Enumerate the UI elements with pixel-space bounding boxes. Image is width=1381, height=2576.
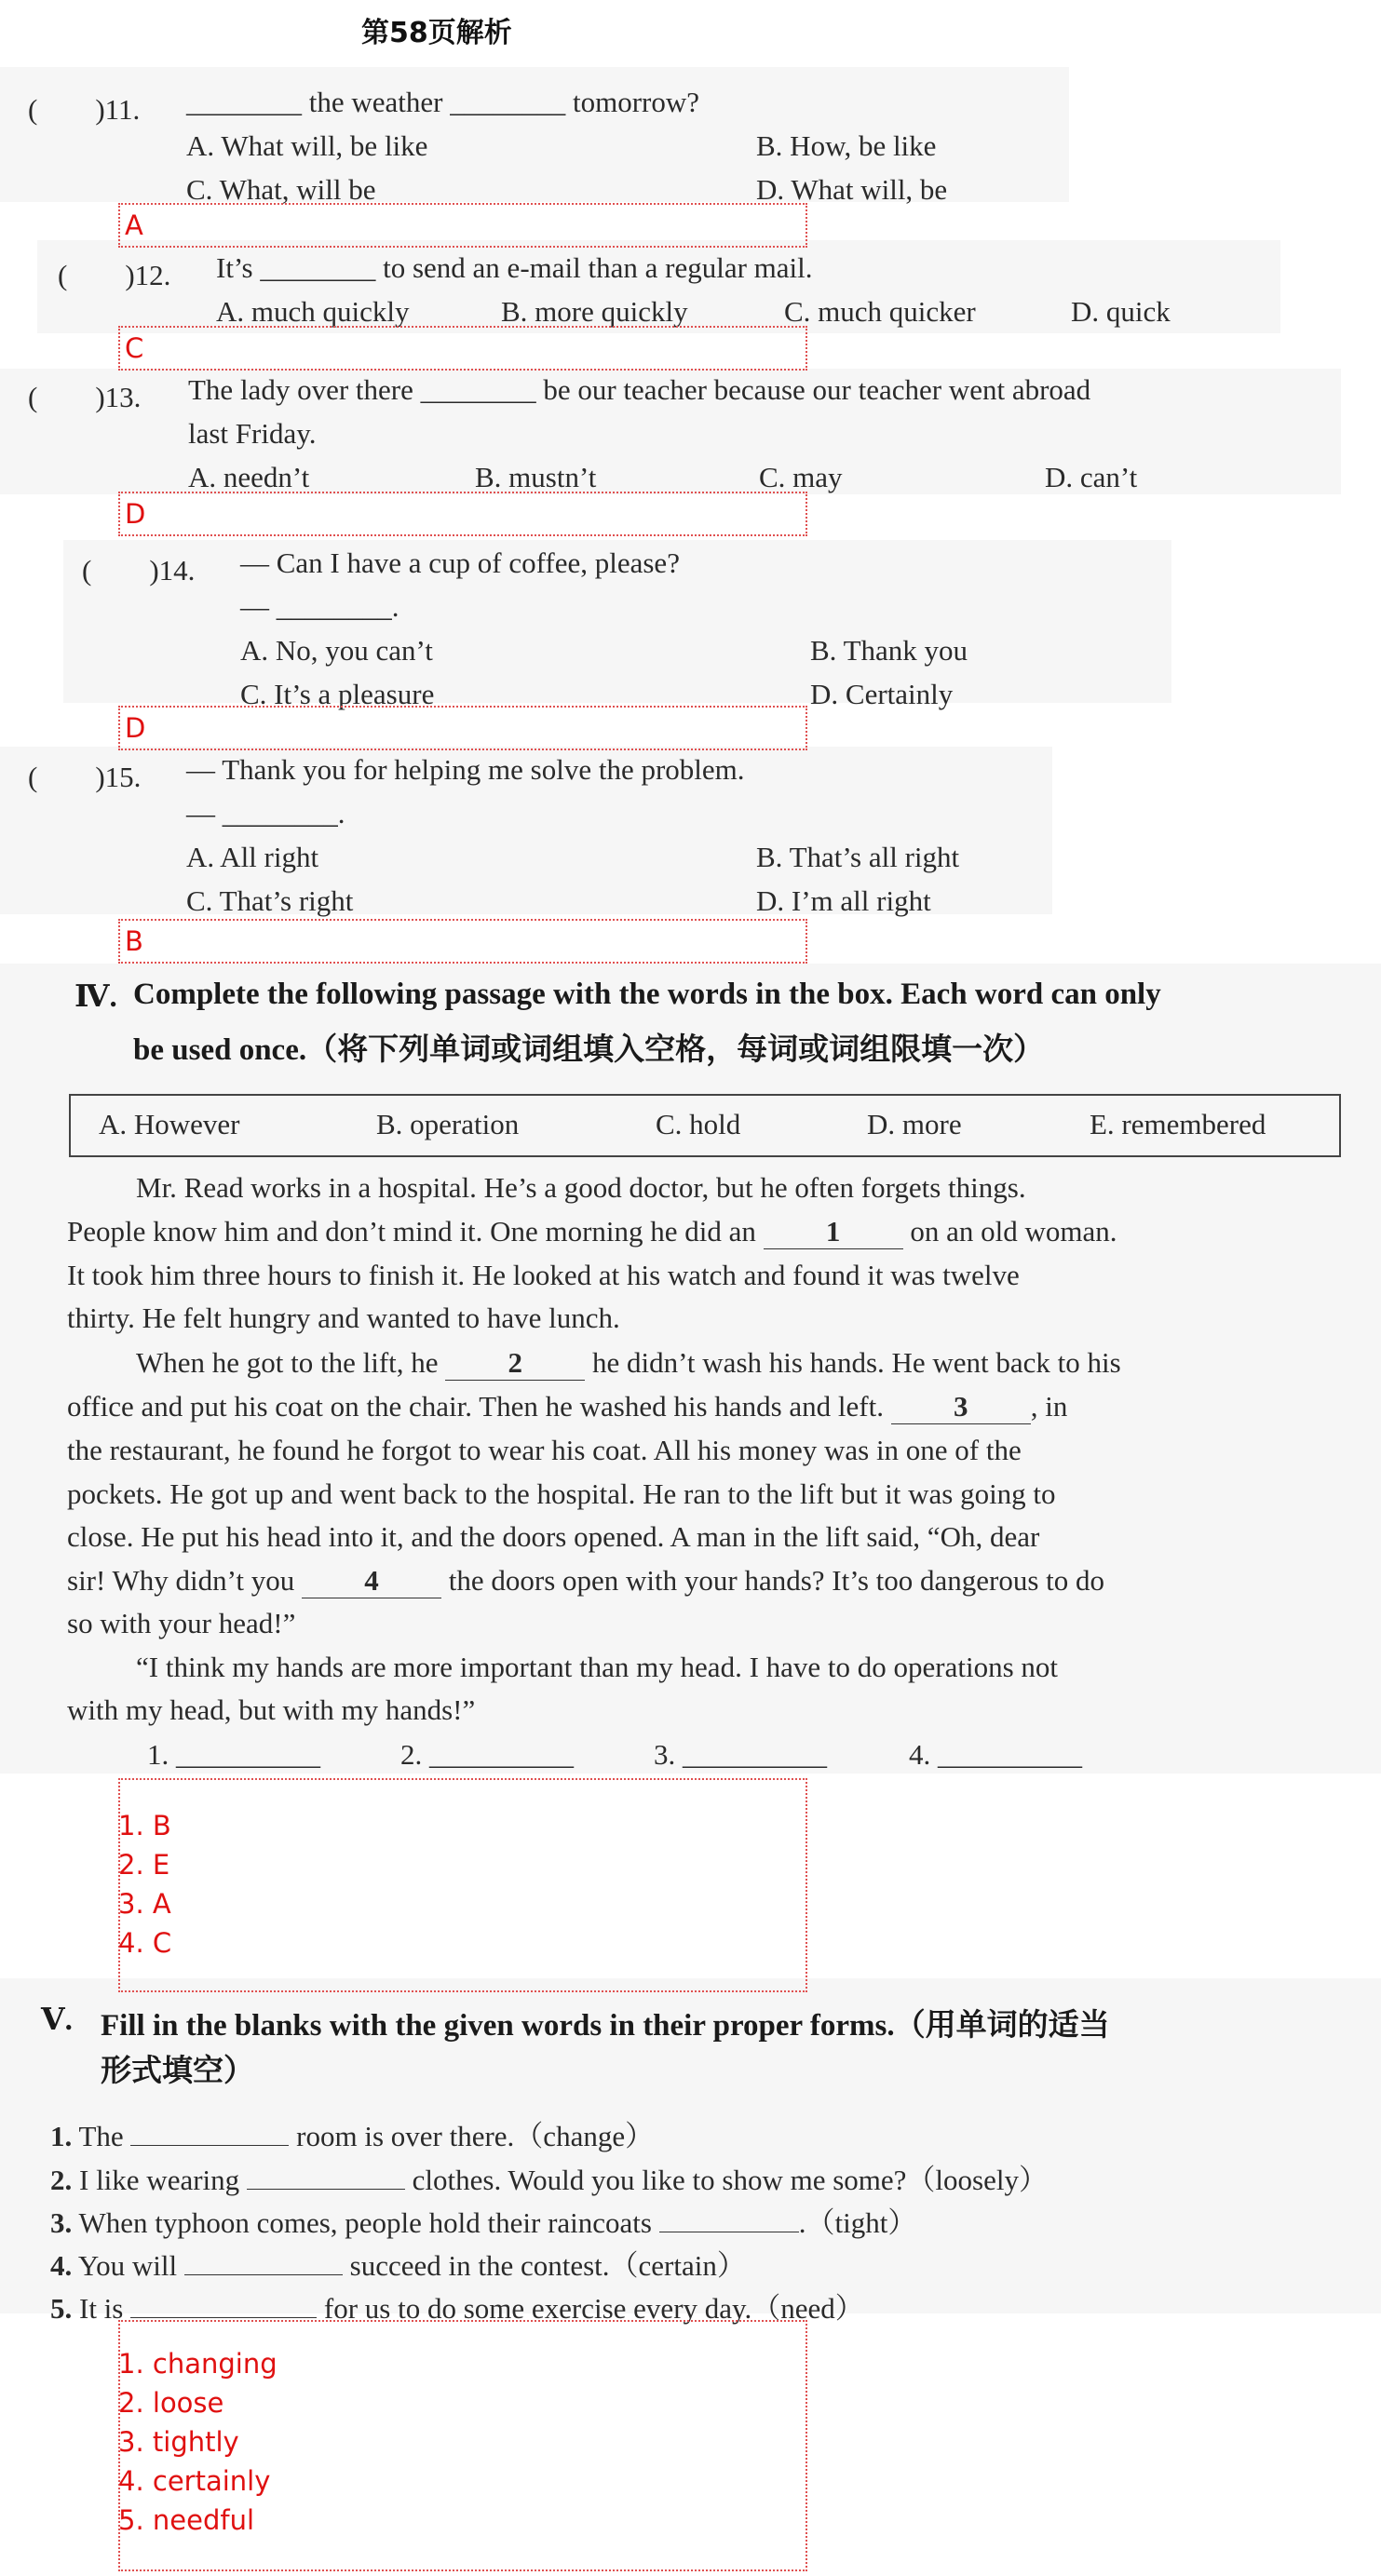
word-option: B. operation — [376, 1108, 520, 1140]
option-b: B. How, be like — [756, 129, 937, 162]
fill-item: 4. You will succeed in the contest.（certain） — [50, 2249, 746, 2282]
question-number: ( )14. — [82, 554, 196, 587]
option-d: D. quick — [1071, 295, 1171, 328]
answer-text: 4. certainly — [118, 2465, 271, 2497]
answer-text: 2. E — [118, 1849, 170, 1881]
passage-blank[interactable]: 1 — [764, 1215, 903, 1249]
fill-item: 1. The room is over there.（change） — [50, 2120, 655, 2152]
answer-text: B — [125, 925, 143, 957]
fill-blank[interactable] — [247, 2189, 405, 2190]
option-b: B. mustn’t — [475, 461, 597, 493]
answer-box — [118, 706, 807, 750]
answer-text: 5. needful — [118, 2504, 255, 2536]
answer-box — [118, 326, 807, 371]
section-heading-cont: 形式填空） — [101, 2055, 254, 2088]
option-c: C. That’s right — [186, 884, 354, 917]
word-option: D. more — [867, 1108, 962, 1140]
passage-line: office and put his coat on the chair. Then he washed his hands and left. 3 , in — [67, 1390, 1068, 1423]
option-a: A. needn’t — [188, 461, 310, 493]
question-number: ( )13. — [28, 381, 142, 413]
option-d: D. I’m all right — [756, 884, 931, 917]
fill-item: 3. When typhoon comes, people hold their raincoats .（tight） — [50, 2206, 917, 2239]
option-d: D. Certainly — [810, 678, 954, 710]
passage-line: close. He put his head into it, and the doors opened. A man in the lift said, “Oh, dear — [67, 1520, 1040, 1553]
fill-blank[interactable] — [184, 2274, 343, 2275]
answer-text: D — [125, 712, 146, 744]
fill-item: 5. It is for us to do some exercise every day.（need） — [50, 2292, 864, 2325]
passage-line: “I think my hands are more important than my head. I have to do operations not — [136, 1651, 1059, 1683]
section-heading: Fill in the blanks with the given words in their proper forms.（用单词的适当 — [101, 2009, 1110, 2043]
question-stem: ________ the weather ________ tomorrow? — [186, 86, 699, 118]
answer-text: C — [125, 332, 144, 364]
question-number: ( )11. — [28, 93, 141, 126]
option-a: A. much quickly — [216, 295, 410, 328]
option-a: A. No, you can’t — [240, 634, 433, 667]
word-option: C. hold — [656, 1108, 741, 1140]
option-b: B. Thank you — [810, 634, 968, 667]
option-a: A. All right — [186, 841, 319, 873]
answer-text: 2. loose — [118, 2387, 224, 2419]
option-c: C. What, will be — [186, 173, 376, 206]
answer-text: 3. A — [118, 1888, 171, 1920]
passage-line: the restaurant, he found he forgot to wear his coat. All his money was in one of the — [67, 1434, 1022, 1466]
answer-box — [118, 492, 807, 536]
passage-blank[interactable]: 4 — [302, 1564, 441, 1598]
option-c: C. much quicker — [784, 295, 976, 328]
section-heading-cont: be used once.（将下列单词或词组填入空格，每词或词组限填一次） — [133, 1033, 1045, 1067]
option-b: B. more quickly — [501, 295, 688, 328]
answer-text: A — [125, 209, 143, 241]
question-stem-cont: — ________. — [240, 590, 399, 623]
section-heading: Complete the following passage with the words in the box. Each word can only — [133, 978, 1161, 1011]
passage-line: It took him three hours to finish it. He looked at his watch and found it was twelve — [67, 1259, 1020, 1291]
option-c: C. It’s a pleasure — [240, 678, 435, 710]
question-stem-cont: last Friday. — [188, 417, 317, 450]
option-b: B. That’s all right — [756, 841, 960, 873]
question-stem: The lady over there ________ be our teacher because our teacher went abroad — [188, 373, 1091, 406]
word-box — [69, 1094, 1341, 1157]
word-option: E. remembered — [1090, 1108, 1266, 1140]
passage-line: sir! Why didn’t you 4 the doors open with your hands? It’s too dangerous to do — [67, 1564, 1105, 1597]
question-stem: It’s ________ to send an e-mail than a regular mail. — [216, 251, 813, 284]
fill-blank[interactable] — [130, 2145, 289, 2146]
page-title: 第58页解析 — [361, 17, 512, 49]
fill-item: 2. I like wearing clothes. Would you like to show me some?（loosely） — [50, 2164, 1048, 2196]
answer-box — [118, 203, 807, 248]
passage-line: pockets. He got up and went back to the hospital. He ran to the lift but it was going to — [67, 1477, 1056, 1510]
passage-line: with my head, but with my hands!” — [67, 1693, 476, 1726]
fill-blank[interactable] — [130, 2317, 317, 2318]
question-stem: — Can I have a cup of coffee, please? — [240, 546, 680, 579]
answer-text: 1. changing — [118, 2348, 278, 2380]
passage-blank[interactable]: 3 — [891, 1390, 1031, 1424]
option-d: D. What will, be — [756, 173, 948, 206]
section-number: Ⅴ. — [41, 2003, 73, 2037]
passage-line: Mr. Read works in a hospital. He’s a good doctor, but he often forgets things. — [136, 1171, 1026, 1204]
question-stem-cont: — ________. — [186, 797, 345, 829]
answer-text: 3. tightly — [118, 2426, 239, 2458]
answer-line: 1. __________ — [147, 1738, 320, 1771]
answer-text: 4. C — [118, 1927, 172, 1959]
answer-box — [118, 1778, 807, 1992]
passage-blank[interactable]: 2 — [445, 1346, 585, 1381]
option-d: D. can’t — [1045, 461, 1138, 493]
passage-line: People know him and don’t mind it. One morning he did an 1 on an old woman. — [67, 1215, 1117, 1248]
answer-text: 1. B — [118, 1810, 171, 1841]
question-number: ( )12. — [58, 259, 171, 291]
question-number: ( )15. — [28, 761, 142, 793]
passage-line: thirty. He felt hungry and wanted to have lunch. — [67, 1301, 620, 1334]
answer-line: 4. __________ — [909, 1738, 1082, 1771]
passage-line: so with your head!” — [67, 1607, 296, 1639]
passage-line: When he got to the lift, he 2 he didn’t wash his hands. He went back to his — [136, 1346, 1121, 1379]
answer-line: 2. __________ — [400, 1738, 574, 1771]
option-c: C. may — [759, 461, 843, 493]
question-stem: — Thank you for helping me solve the problem. — [186, 753, 745, 786]
answer-box — [118, 919, 807, 964]
option-a: A. What will, be like — [186, 129, 428, 162]
section-number: Ⅳ. — [74, 980, 117, 1014]
word-option: A. However — [99, 1108, 240, 1140]
answer-line: 3. __________ — [654, 1738, 827, 1771]
answer-text: D — [125, 498, 146, 530]
